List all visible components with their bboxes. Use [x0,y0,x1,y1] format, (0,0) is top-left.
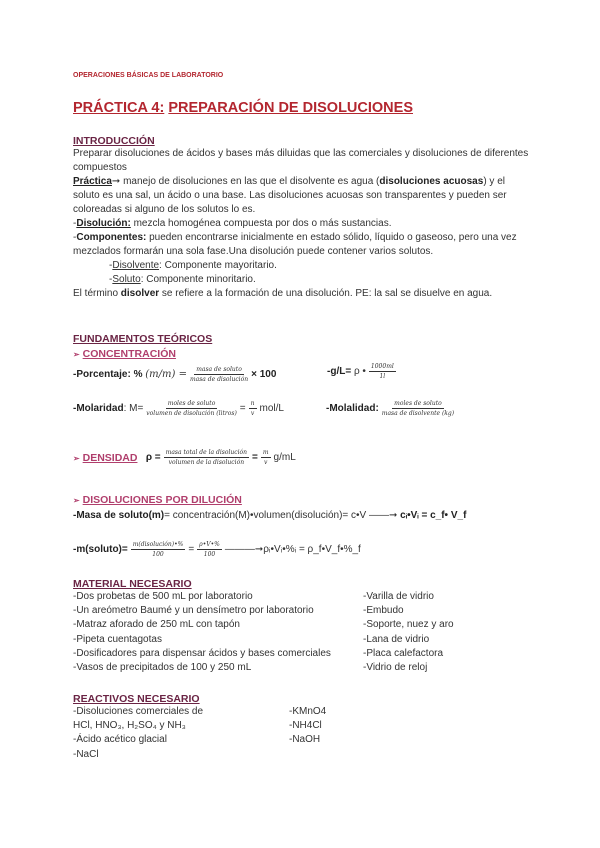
denominator: v [264,459,268,466]
numerator: n [250,400,255,407]
bullet-arrow-icon: ➢ [73,350,80,359]
list-item: -KMnO4 [289,706,327,717]
denominator: 100 [203,551,216,558]
list-item: HCl, HNO₃, H₂SO₄ y NH₃ [73,720,186,732]
material-section [73,578,543,675]
text: = concentración(M)•volumen(disolución)= c•V ——➞ [164,510,398,521]
intro-heading: INTRODUCCIÓN [73,135,155,147]
densidad-formula [73,449,296,466]
list-item: -Dosificadores para dispensar ácidos y bases comerciales [73,647,331,659]
molaridad-formula [73,400,284,417]
text: : M= [123,403,144,414]
numerator: ρ•V•% [199,541,220,548]
label: -m(soluto)= [73,544,128,555]
m-soluto-formula [73,541,361,558]
label: Disolvente [112,260,160,271]
reactivos-heading: REACTIVOS NECESARIO [73,693,200,705]
numerator: moles de soluto [167,400,216,407]
masa-soluto-formula [73,510,466,521]
fraction [190,366,248,383]
fraction [164,449,249,466]
text: ρ • [353,366,366,377]
text: se refiere a la formación de una disolución. PE: la sal se disuelve en agua. [159,288,493,299]
disolvente-definition: -Disolvente: Componente mayoritario. [109,260,277,271]
text: = [252,452,258,463]
list-item: -NaCl [73,748,99,760]
denominator: 100 [152,551,164,558]
list-item: -Embudo [363,605,404,617]
bold-text: disoluciones acuosas [379,176,484,187]
fraction [146,400,236,417]
list-item: -NaOH [289,734,321,746]
denominator: volumen de disolución (litros) [146,410,237,417]
label: Componentes: [76,232,147,243]
material-heading: MATERIAL NECESARIO [73,578,192,590]
denominator: masa de disolvente (kg) [381,410,455,417]
label: Soluto [112,274,141,285]
text: ) y el soluto es una sal, un ácido o una base. Las disoluciones acuosas son transparentes y pueden ser coloreadas si alguno de los solutos lo es. [73,176,507,215]
dilucion-heading [73,494,242,506]
label: -Molalidad: [326,403,379,414]
page-title [73,100,413,116]
text: El término [73,288,121,299]
practica-paragraph [73,175,533,217]
document-header: OPERACIONES BÁSICAS DE LABORATORIO [73,72,224,79]
practica-label: Práctica [73,176,112,187]
label: Disolución: [76,218,131,229]
denominator: volumen de la disolución [168,459,245,466]
intro-section [73,135,569,301]
text: : Componente minoritario. [140,274,256,285]
reactivos-list-left [73,705,289,762]
denominator: masa de disolución [189,376,249,383]
label: CONCENTRACIÓN [82,348,176,360]
numerator: m(disolución)•% [132,541,184,548]
list-item: -Matraz aforado de 250 mL con tapón [73,619,240,631]
unit: g/mL [273,452,296,463]
label: -Porcentaje: % [73,369,143,380]
text: mezcla homogénea compuesta por dos o más sustancias. [130,218,392,229]
fraction [131,541,186,558]
fraction [197,541,222,558]
numerator: m [262,449,269,456]
label: -Masa de soluto(m) [73,510,165,521]
fraction [261,449,271,466]
molalidad-formula [326,400,457,417]
label: -g/L= [327,366,352,377]
list-item: -NH4Cl [289,720,322,732]
list-item: -Soporte, nuez y aro [363,619,454,631]
list-item: -Vidrio de reloj [363,662,428,674]
fraction [382,400,454,417]
list-item: -Dos probetas de 500 mL por laboratorio [73,591,253,602]
numerator: masa de soluto [196,366,242,373]
bold-text: disolver [120,288,160,299]
reactivos-section [73,693,473,762]
list-item: -Ácido acético glacial [73,734,167,746]
text: ———➞ρᵢ•Vᵢ•%ᵢ = ρ_f•V_f•%_f [224,544,361,555]
material-list-left [73,590,363,675]
list-item: -Placa calefactora [363,647,444,659]
list-item: -Pipeta cuentagotas [73,633,162,645]
concentracion-heading [73,348,176,360]
numerator: moles de soluto [394,400,442,407]
text: ρ = [145,452,161,463]
list-item: -Lana de vidrio [363,633,430,645]
text: manejo de disoluciones en las que el disolvente es agua ( [120,176,380,187]
bullet-arrow-icon: ➢ [73,496,80,505]
porcentaje-formula [73,366,276,383]
numerator: 1000ml [370,363,394,370]
gl-formula [327,363,399,380]
list-item: -Disoluciones comerciales de [73,706,204,717]
list-item: -Varilla de vidrio [363,591,434,602]
label: DISOLUCIONES POR DILUCIÓN [82,494,242,506]
text: = [239,403,246,414]
fraction [369,363,396,380]
componentes-definition: -Componentes: pueden encontrarse inicialmente en estado sólido, líquido o gaseoso, pero una vez mezclados formarán una sola fase.Una disolución puede contener varios solutos. [73,232,517,257]
text: × 100 [251,369,277,380]
disolver-definition [73,287,533,301]
denominator: v [250,410,255,417]
disolucion-definition: -Disolución: mezcla homogénea compuesta por dos o más sustancias. [73,218,392,229]
text: = [188,544,195,555]
numerator: masa total de la disolución [165,449,247,456]
reactivos-list-right [289,705,326,762]
denominator: 1l [379,373,386,380]
bullet-arrow-icon: ➢ [73,453,80,463]
title-part2: PREPARACIÓN DE DISOLUCIONES [168,100,413,116]
intro-paragraph: Preparar disoluciones de ácidos y bases más diluidas que las comerciales y disoluciones de diferentes compuestos [73,148,529,173]
text: : Componente mayoritario. [159,260,277,271]
title-part1: PRÁCTICA 4: [73,100,165,116]
label: -Molaridad [73,403,124,414]
arrow-icon: ➞ [111,176,121,187]
bold-text: cᵢ•Vᵢ = c_f• V_f [400,510,467,521]
fundamentos-heading: FUNDAMENTOS TEÓRICOS [73,333,213,345]
text: (m/m) = [145,369,187,380]
fraction [249,400,257,417]
list-item: -Un areómetro Baumé y un densímetro por laboratorio [73,605,314,617]
text: pueden encontrarse inicialmente en estado sólido, líquido o gaseoso, pero una vez mezclados formarán una sola fase.Una disolución puede contener varios solutos. [73,232,517,257]
label: DENSIDAD [82,451,138,464]
material-list-right [363,590,454,675]
soluto-definition: -Soluto: Componente minoritario. [109,274,256,285]
unit: mol/L [259,403,284,414]
list-item: -Vasos de precipitados de 100 y 250 mL [73,662,252,674]
